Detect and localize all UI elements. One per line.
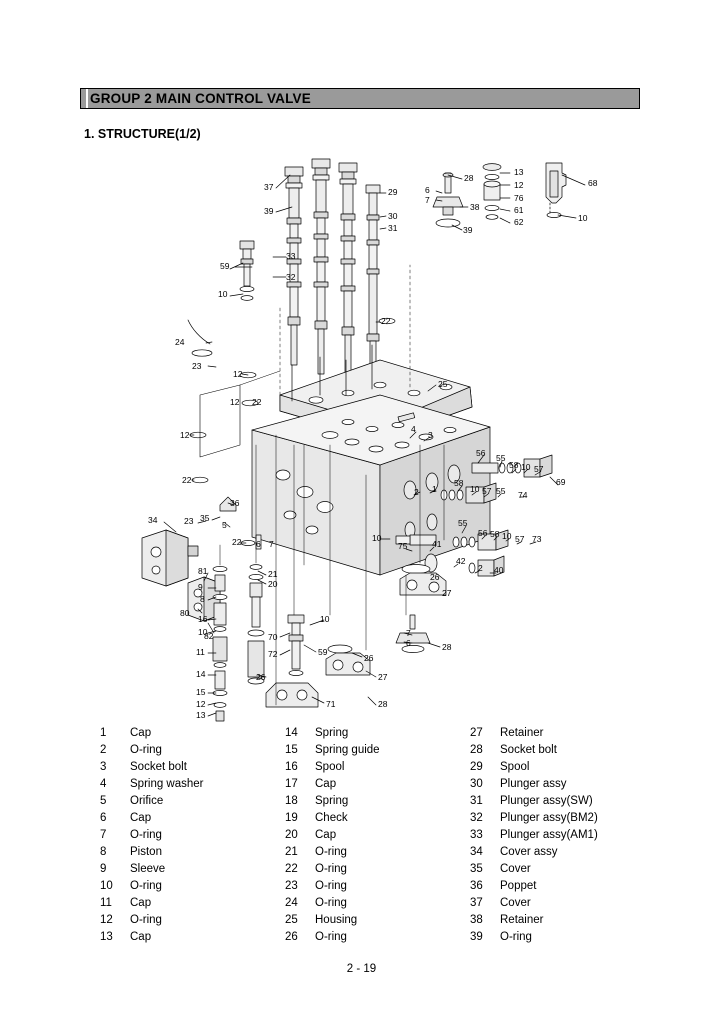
legend-item <box>470 793 620 810</box>
part-number: 30 <box>470 778 483 790</box>
callout-80: 80 <box>180 608 190 618</box>
callout-3: 3 <box>428 430 433 440</box>
callout-27-b: 27 <box>378 672 388 682</box>
part-number: 35 <box>470 863 483 875</box>
legend-item <box>100 759 285 776</box>
part-name: Cover <box>500 863 531 875</box>
legend-item <box>285 725 470 742</box>
legend-item <box>285 895 470 912</box>
callout-31: 31 <box>388 223 398 233</box>
callout-10-c: 10 <box>502 531 512 541</box>
callout-29: 29 <box>388 187 398 197</box>
legend-item <box>285 912 470 929</box>
callout-28-c: 28 <box>378 699 388 709</box>
part-number: 28 <box>470 744 483 756</box>
part-name: Cap <box>315 778 337 790</box>
callout-20: 20 <box>268 579 278 589</box>
callout-10-left: 10 <box>218 289 228 299</box>
callout-39-left: 39 <box>264 206 274 216</box>
part-number: 25 <box>285 914 298 926</box>
legend-item <box>470 929 620 946</box>
callout-11: 11 <box>196 647 205 657</box>
callout-58-c: 58 <box>490 529 500 539</box>
legend-item <box>285 929 470 946</box>
part-number: 6 <box>100 812 107 824</box>
callout-38: 38 <box>470 202 480 212</box>
part-name: Sleeve <box>130 863 166 875</box>
legend-item <box>100 929 285 946</box>
callout-1: 1 <box>432 484 437 494</box>
callout-8: 8 <box>200 594 205 604</box>
callout-69: 69 <box>556 477 566 487</box>
part-name: O-ring <box>130 829 162 841</box>
callout-57-c: 57 <box>515 534 525 544</box>
part-number: 1 <box>100 727 107 739</box>
part-number: 9 <box>100 863 107 875</box>
callout-57-b: 57 <box>482 486 492 496</box>
callout-6-top: 6 <box>425 185 430 195</box>
part-number: 26 <box>285 931 298 943</box>
legend-item <box>100 793 285 810</box>
callout-5: 5 <box>222 520 227 530</box>
section-title: 1. STRUCTURE(1/2) <box>84 127 201 141</box>
part-number: 10 <box>100 880 113 892</box>
callout-28-top: 28 <box>464 173 474 183</box>
callout-56-b: 56 <box>478 528 488 538</box>
callout-76: 76 <box>514 193 524 203</box>
callout-33: 33 <box>286 251 296 261</box>
callout-72: 72 <box>268 649 278 659</box>
callout-35: 35 <box>200 513 210 523</box>
part-name: O-ring <box>315 931 347 943</box>
part-name: O-ring <box>130 880 162 892</box>
parts-column-1 <box>100 725 285 946</box>
legend-item <box>100 912 285 929</box>
callout-24: 24 <box>175 337 185 347</box>
callout-61: 61 <box>514 205 524 215</box>
part-name: O-ring <box>315 863 347 875</box>
part-number: 38 <box>470 914 483 926</box>
callout-10-b: 10 <box>470 484 480 494</box>
callout-10-a: 10 <box>521 462 531 472</box>
part-name: Spring washer <box>130 778 204 790</box>
legend-item <box>285 844 470 861</box>
part-name: Orifice <box>130 795 164 807</box>
part-number: 36 <box>470 880 483 892</box>
callout-34: 34 <box>148 515 158 525</box>
legend-item <box>470 895 620 912</box>
exploded-view-figure <box>80 145 645 725</box>
callout-75: 75 <box>398 541 408 551</box>
callout-12-d: 12 <box>196 699 206 709</box>
part-name: Retainer <box>500 727 544 739</box>
part-name: O-ring <box>315 880 347 892</box>
part-number: 17 <box>285 778 298 790</box>
part-number: 27 <box>470 727 483 739</box>
part-number: 24 <box>285 897 298 909</box>
callout-56-a: 56 <box>476 448 486 458</box>
callout-22-c: 22 <box>182 475 192 485</box>
callout-25: 25 <box>438 379 448 389</box>
callout-27-a: 27 <box>442 588 452 598</box>
parts-legend <box>100 725 620 946</box>
part-name: O-ring <box>130 914 162 926</box>
legend-item <box>100 827 285 844</box>
part-number: 14 <box>285 727 298 739</box>
legend-item <box>100 776 285 793</box>
part-name: Check <box>315 812 348 824</box>
part-name: Cap <box>130 897 152 909</box>
group-header-title: GROUP 2 MAIN CONTROL VALVE <box>90 91 311 106</box>
legend-item <box>470 725 620 742</box>
part-name: Socket bolt <box>130 761 187 773</box>
legend-item <box>470 742 620 759</box>
callout-28-bottom: 28 <box>442 642 452 652</box>
callout-58-b: 58 <box>454 478 464 488</box>
callout-59-left: 59 <box>220 261 230 271</box>
part-name: Plunger assy(BM2) <box>500 812 598 824</box>
part-name: Spring <box>315 727 349 739</box>
legend-item <box>470 878 620 895</box>
part-name: Socket bolt <box>500 744 557 756</box>
legend-item <box>100 810 285 827</box>
part-number: 11 <box>100 897 112 909</box>
part-name: O-ring <box>315 897 347 909</box>
part-name: Plunger assy <box>500 778 567 790</box>
callout-10-e: 10 <box>198 627 208 637</box>
callout-37: 37 <box>264 182 274 192</box>
part-number: 29 <box>470 761 483 773</box>
part-name: Plunger assy(AM1) <box>500 829 598 841</box>
callout-58-a: 58 <box>509 460 519 470</box>
callout-7-bottom: 7 <box>406 628 411 638</box>
callout-6-bottom: 6 <box>406 638 411 648</box>
legend-item <box>470 776 620 793</box>
part-name: Housing <box>315 914 358 926</box>
callout-16: 16 <box>198 614 208 624</box>
callout-55-a: 55 <box>496 453 506 463</box>
part-name: Piston <box>130 846 162 858</box>
callout-26-c: 26 <box>256 672 266 682</box>
callout-22-upper: 22 <box>381 316 391 326</box>
callout-32: 32 <box>286 272 296 282</box>
part-name: Cap <box>315 829 337 841</box>
part-name: Spool <box>315 761 345 773</box>
callout-23-upper: 23 <box>192 361 202 371</box>
part-name: Cover assy <box>500 846 558 858</box>
part-name: O-ring <box>315 846 347 858</box>
callout-81: 81 <box>198 566 208 576</box>
part-number: 22 <box>285 863 298 875</box>
part-number: 4 <box>100 778 107 790</box>
part-number: 34 <box>470 846 483 858</box>
part-name: O-ring <box>500 931 532 943</box>
callout-57-a: 57 <box>534 464 544 474</box>
part-number: 37 <box>470 897 483 909</box>
callout-73: 73 <box>532 534 542 544</box>
legend-item <box>470 861 620 878</box>
parts-column-3 <box>470 725 620 946</box>
callout-55-c: 55 <box>458 518 468 528</box>
callout-12-c: 12 <box>180 430 190 440</box>
legend-item <box>470 759 620 776</box>
part-name: Plunger assy(SW) <box>500 795 593 807</box>
part-number: 13 <box>100 931 113 943</box>
callout-40: 40 <box>494 565 504 575</box>
part-name: Spring <box>315 795 349 807</box>
legend-item <box>100 895 285 912</box>
callout-82: 82 <box>204 631 214 641</box>
legend-item <box>470 810 620 827</box>
part-number: 19 <box>285 812 298 824</box>
part-name: Poppet <box>500 880 537 892</box>
callout-15: 15 <box>196 687 206 697</box>
legend-item <box>285 827 470 844</box>
legend-item <box>285 742 470 759</box>
callout-7-top: 7 <box>425 195 430 205</box>
part-number: 23 <box>285 880 298 892</box>
callout-22-b: 22 <box>252 397 262 407</box>
legend-item <box>285 878 470 895</box>
callout-23-lower: 23 <box>184 516 194 526</box>
callout-12-a: 12 <box>233 369 243 379</box>
callout-4: 4 <box>411 424 416 434</box>
part-number: 21 <box>285 846 298 858</box>
callout-22-d: 22 <box>232 537 242 547</box>
part-number: 39 <box>470 931 483 943</box>
part-number: 33 <box>470 829 483 841</box>
callout-71: 71 <box>326 699 336 709</box>
valve-diagram-svg <box>80 145 645 725</box>
part-number: 2 <box>100 744 107 756</box>
callout-59-bottom: 59 <box>318 647 328 657</box>
legend-item <box>470 844 620 861</box>
callout-7-mid: 7 <box>269 539 274 549</box>
part-name: Cap <box>130 727 152 739</box>
parts-column-2 <box>285 725 470 946</box>
callout-14: 14 <box>196 669 206 679</box>
part-number: 15 <box>285 744 298 756</box>
callout-62: 62 <box>514 217 524 227</box>
legend-item <box>285 759 470 776</box>
part-name: O-ring <box>130 744 162 756</box>
part-name: Retainer <box>500 914 544 926</box>
callout-55-b: 55 <box>496 486 506 496</box>
legend-item <box>100 742 285 759</box>
part-number: 7 <box>100 829 107 841</box>
callout-74: 74 <box>518 490 528 500</box>
legend-item <box>285 810 470 827</box>
legend-item <box>470 827 620 844</box>
legend-item <box>470 912 620 929</box>
legend-item <box>100 861 285 878</box>
callout-12-b: 12 <box>230 397 240 407</box>
part-number: 32 <box>470 812 483 824</box>
callout-10-top-right: 10 <box>578 213 588 223</box>
page-number: 2 - 19 <box>346 963 377 975</box>
part-number: 12 <box>100 914 113 926</box>
callout-2-a: 2 <box>414 487 419 497</box>
group-header-accent <box>86 89 88 108</box>
part-number: 20 <box>285 829 298 841</box>
legend-item <box>100 844 285 861</box>
callout-70: 70 <box>268 632 278 642</box>
part-number: 31 <box>470 795 483 807</box>
part-number: 3 <box>100 761 107 773</box>
part-name: Spool <box>500 761 530 773</box>
callout-12-top: 12 <box>514 180 524 190</box>
legend-item <box>285 861 470 878</box>
part-number: 18 <box>285 795 298 807</box>
callout-10-f: 10 <box>320 614 330 624</box>
callout-68: 68 <box>588 178 598 188</box>
part-name: Cap <box>130 931 152 943</box>
part-name: Spring guide <box>315 744 380 756</box>
callout-13-top: 13 <box>514 167 524 177</box>
callout-2-b: 2 <box>478 563 483 573</box>
legend-item <box>285 793 470 810</box>
part-number: 16 <box>285 761 298 773</box>
callout-6-mid: 6 <box>256 539 261 549</box>
callout-42: 42 <box>456 556 466 566</box>
callout-36: 36 <box>230 498 240 508</box>
legend-item <box>100 878 285 895</box>
callout-30: 30 <box>388 211 398 221</box>
legend-item <box>100 725 285 742</box>
callout-13-bottom: 13 <box>196 710 206 720</box>
callout-26-b: 26 <box>364 653 374 663</box>
callout-9: 9 <box>198 582 203 592</box>
callout-10-d: 10 <box>372 533 382 543</box>
part-name: Cap <box>130 812 152 824</box>
callout-26-a: 26 <box>430 572 440 582</box>
part-number: 5 <box>100 795 107 807</box>
legend-item <box>285 776 470 793</box>
part-number: 8 <box>100 846 107 858</box>
callout-21: 21 <box>268 569 278 579</box>
callout-39-top: 39 <box>463 225 473 235</box>
part-name: Cover <box>500 897 531 909</box>
callout-41: 41 <box>432 539 442 549</box>
